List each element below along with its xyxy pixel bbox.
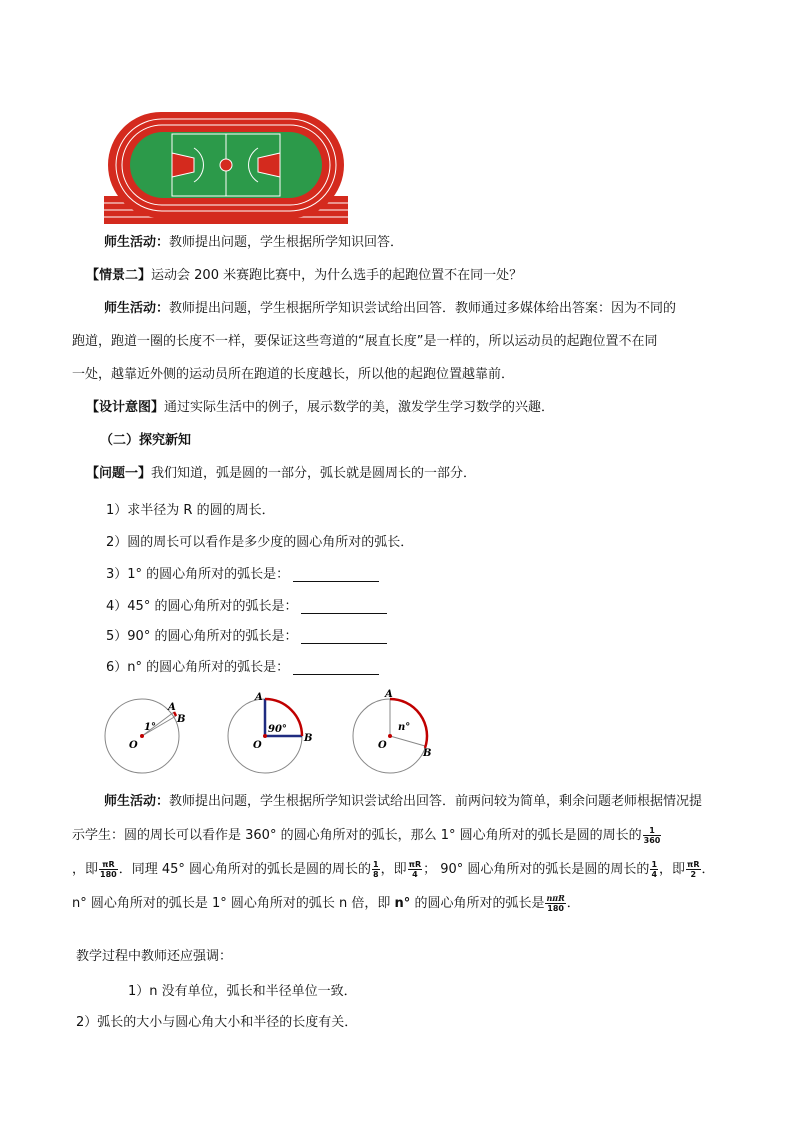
label-b: B: [177, 714, 186, 725]
fraction: $\frac{1}{360}$: [643, 826, 661, 845]
running-track-image: [104, 112, 348, 224]
paragraph-emphasis: [72, 940, 722, 973]
label-degree: n°: [398, 722, 411, 733]
question-item: 4）45° 的圆心角所对的弧长是：: [106, 595, 387, 614]
fraction: $\frac{\pi R}{180}$: [100, 860, 117, 879]
label-a: A: [255, 692, 263, 703]
answer-blank[interactable]: [301, 599, 387, 614]
text: 我们知道，弧是圆的一部分，弧长就是圆周长的一部分．: [151, 466, 477, 481]
note-item: 2）弧长的大小与圆心角大小和半径的长度有关．: [76, 1015, 358, 1030]
label: 【情景二】: [86, 268, 152, 283]
label-b: B: [304, 733, 313, 744]
label-degree: 90°: [268, 724, 287, 735]
label-o: O: [253, 740, 262, 751]
paragraph-teacher-activity-3: [72, 785, 722, 921]
label: 【设计意图】: [86, 400, 165, 415]
section-heading: [72, 424, 722, 457]
fraction: $\frac{\pi R}{4}$: [408, 860, 422, 879]
text: 教师提出问题，学生根据所学知识尝试给出回答．教师通过多媒体给出答案：因为不同的: [169, 301, 677, 316]
label: 【问题一】: [86, 466, 152, 481]
paragraph-teacher-activity-1: [72, 226, 722, 259]
answer-blank[interactable]: [293, 660, 379, 675]
fraction: $\frac{\pi R}{2}$: [687, 860, 700, 879]
paragraph-teacher-activity-2: [72, 292, 722, 391]
label-degree: 1°: [144, 722, 156, 733]
text: 教师提出问题，学生根据所学知识尝试给出回答．前两问较为简单，剩余问题老师根据情况提: [169, 794, 703, 809]
label-o: O: [378, 740, 387, 751]
fraction: $\frac{1}{8}$: [373, 860, 379, 879]
text-line: ，即 $\frac{\pi R}{180}$ ．同理 45° 圆心角所对的弧长是圆的周长的 $\frac{1}{8}$ ，即 $\frac{\pi R}{4}$ ； 90° 圆心角所对的弧长是圆的周长的 $\frac{1}{4}$ ，即 $\frac{\pi R}{2}$ ．: [72, 860, 715, 879]
question-item: 3）1° 的圆心角所对的弧长是：: [106, 563, 379, 582]
label-o: O: [129, 740, 138, 751]
fraction: $\frac{\text{nπR}}{180}$: [546, 893, 565, 913]
text: 教学过程中教师还应强调：: [76, 949, 233, 964]
text: 教师提出问题，学生根据所学知识回答．: [169, 235, 404, 250]
text: 跑道，跑道一圈的长度不一样，要保证这些弯道的“展直长度”是一样的，所以运动员的起跑位置不在同: [72, 334, 658, 349]
paragraph-scenario-two: [72, 259, 722, 292]
diagram-1-degree: [105, 699, 185, 773]
question-item: 1）求半径为 R 的圆的周长．: [106, 503, 275, 518]
diagram-90-degree: [228, 692, 312, 773]
label-a: A: [385, 689, 393, 700]
label-a: A: [168, 702, 176, 713]
label: 师生活动：: [104, 301, 170, 316]
text-line: 示学生：圆的周长可以看作是 360° 的圆心角所对的弧长，那么 1° 圆心角所对的弧长是圆的周长的 $\frac{1}{360}$: [72, 826, 661, 845]
diagram-n-degree: [353, 689, 431, 773]
text: 运动会 200 米赛跑比赛中，为什么选手的起跑位置不在同一处？: [151, 268, 523, 283]
text: 一处，越靠近外侧的运动员所在跑道的长度越长，所以他的起跑位置越靠前．: [72, 367, 515, 382]
paragraph-question-one: [72, 457, 722, 490]
answer-blank[interactable]: [293, 567, 379, 582]
section-title: （二）探究新知: [100, 433, 192, 448]
answer-blank[interactable]: [301, 629, 387, 644]
label-b: B: [423, 748, 432, 759]
text-line: n° 圆心角所对的弧长是 1° 圆心角所对的弧长 n 倍，即 n° 的圆心角所对的弧长是 $\frac{\text{nπR}}{180}$ ．: [72, 893, 580, 913]
fraction: $\frac{1}{4}$: [651, 860, 658, 879]
label: 师生活动：: [104, 235, 170, 250]
question-item: 2）圆的周长可以看作是多少度的圆心角所对的弧长．: [106, 535, 414, 550]
question-item: 6）n° 的圆心角所对的弧长是：: [106, 656, 379, 675]
text: 通过实际生活中的例子，展示数学的美，激发学生学习数学的兴趣．: [164, 400, 555, 415]
question-item: 5）90° 的圆心角所对的弧长是：: [106, 625, 387, 644]
paragraph-design-intent: [72, 391, 722, 424]
label: 师生活动：: [104, 794, 170, 809]
arc-length-diagrams: [100, 686, 440, 776]
note-item: 1）n 没有单位，弧长和半径单位一致．: [128, 984, 357, 999]
